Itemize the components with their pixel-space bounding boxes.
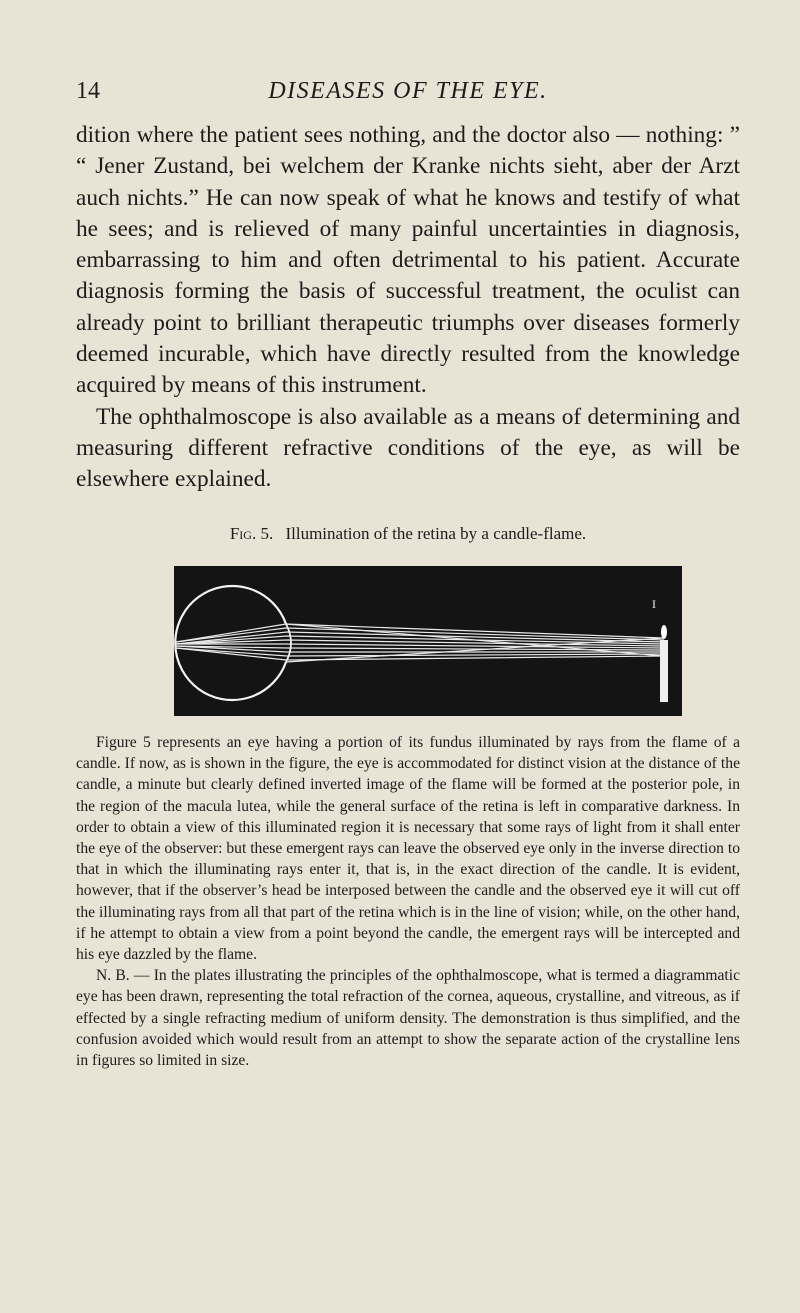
running-title: DISEASES OF THE EYE. — [268, 78, 548, 104]
figure-label: I — [652, 597, 656, 611]
figure-number: Fig. 5. — [229, 524, 274, 543]
candle-flame — [661, 625, 667, 639]
page-header — [76, 78, 740, 112]
figure-caption — [76, 524, 740, 544]
explanation-paragraph: Figure 5 represents an eye having a portion of its fundus illuminated by rays from the flame of a candle. If now, as is shown in the figure, the eye is accommodated for distinct vision at the distance of the candle, a minute but clearly defined inverted image of the flame will be formed at the posterior pole, in the region of the macula lutea, while the general surface of the retina is left in comparative darkness. In order to obtain a view of this illuminated region it is necessary that some rays of light from it shall enter the eye of the observer: but these emergent rays can leave the observed eye only in the inverse direction to that in which the illuminating rays enter it, that is, in the exact direction of the candle. It is evident, however, that if the observer’s head be interposed between the candle and the observed eye it will cut off the illuminating rays from all that part of the retina which is in the line of vision; while, on the other hand, if he attempt to obtain a view from a point beyond the candle, the emergent rays will be intercepted and his eye dazzled by the flame. — [76, 734, 740, 964]
candle-body — [660, 640, 668, 702]
figure-explanation — [76, 732, 740, 1071]
body-text — [76, 120, 740, 496]
body-paragraph: The ophthalmoscope is also available as a means of determining and measuring different refractive conditions of the eye, as will be elsewhere explained. — [76, 403, 740, 493]
note-paragraph: N. B. — In the plates illustrating the principles of the ophthalmoscope, what is termed a diagrammatic eye has been drawn, representing the total refraction of the cornea, aqueous, crystalline, and vitreous, as if effected by a single refracting medium of uniform density. The demonstration is thus simplified, and the confusion avoided which would result from an attempt to show the separate action of the crystalline lens in figures so limited in size. — [76, 967, 740, 1070]
figure-title: Illumination of the retina by a candle-flame. — [285, 524, 587, 543]
body-paragraph: dition where the patient sees nothing, and the doctor also — nothing: ” “ Jener Zustand, bei welchem der Kranke nichts sieht, aber der Arzt auch nichts.” He can now speak of what he knows and testify of what he sees; and is relieved of many painful uncertainties in diagnosis, embarrassing to him and often detrimental to his patient. Accurate diagnosis forming the basis of successful treatment, the oculist can already point to brilliant therapeutic triumphs over diseases formerly deemed incurable, which have directly resulted from the knowledge acquired by means of this instrument. — [76, 122, 740, 399]
figure-illustration — [174, 566, 682, 716]
page-number: 14 — [76, 78, 100, 104]
eye-ray-diagram — [174, 566, 682, 716]
light-rays — [176, 624, 664, 662]
